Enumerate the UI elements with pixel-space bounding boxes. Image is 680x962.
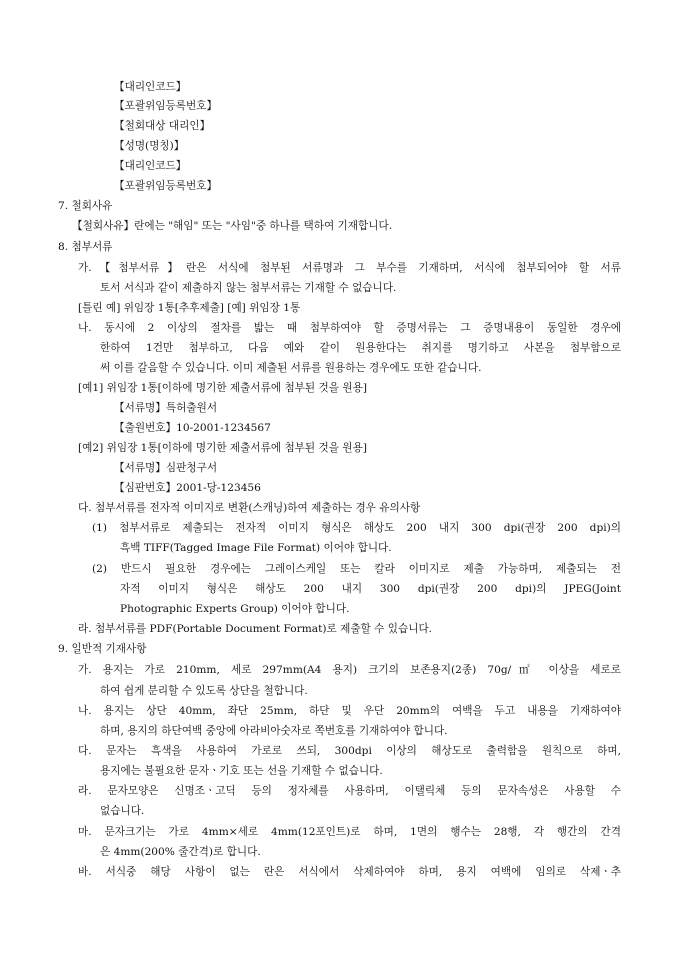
text-line: 나. 용지는 상단 40mm, 좌단 25mm, 하단 및 우단 20mm의 여백을 두고 내용을 기재하여야 <box>78 705 621 717</box>
text-line: 다. 문자는 흑색을 사용하여 가로로 쓰되, 300dpi 이상의 해상도로 출력함을 원칙으로 하며, <box>78 745 621 757</box>
text-line: 마. 문자크기는 가로 4mm×세로 4mm(12포인트)로 하며, 1면의 행수는 28행, 각 행간의 간격 <box>78 826 621 838</box>
text-line: 【포괄위임등록번호】 <box>114 180 218 192</box>
text-line: (1) 첨부서류로 제출되는 전자적 이미지 형식은 해상도 200 내지 300 dpi(권장 200 dpi)의 <box>92 522 621 534</box>
text-line: 【성명(명칭)】 <box>114 140 185 152</box>
text-line: 라. 첨부서류를 PDF(Portable Document Format)로 제출할 수 있습니다. <box>78 623 433 635</box>
text-line: 가. 용지는 가로 210mm, 세로 297mm(A4 용지) 크기의 보존용지(2종) 70g/㎡ 이상을 세로로 <box>78 664 621 676</box>
text-line: 하며, 용지의 하단여백 중앙에 아라비아숫자로 쪽번호를 기재하여야 합니다. <box>100 725 448 737</box>
text-line: 가.【첨부서류】란은 서식에 첨부된 서류명과 그 부수를 기재하며, 서식에 첨부되어야 할 서류 <box>78 262 621 274</box>
text-line: [예2] 위임장 1통[이하에 명기한 제출서류에 첨부된 것을 원용] <box>78 442 367 454</box>
text-line: Photographic Experts Group) 이어야 합니다. <box>120 603 350 615</box>
text-line: 다. 첨부서류를 전자적 이미지로 변환(스캐닝)하여 제출하는 경우 유의사항 <box>78 502 421 514</box>
text-line: 【철회대상 대리인】 <box>114 120 211 132</box>
text-line: 은 4mm(200% 줄간격)로 합니다. <box>100 846 261 858</box>
text-line: 【대리인코드】 <box>114 81 187 93</box>
text-line: 없습니다. <box>100 805 145 817</box>
text-line: [틀린 예] 위임장 1통[추후제출] [예] 위임장 1통 <box>78 302 301 314</box>
text-line: 【심판번호】2001-당-123456 <box>114 482 261 494</box>
section-heading: 8. 첨부서류 <box>58 241 113 253</box>
text-line: [예1] 위임장 1통[이하에 명기한 제출서류에 첨부된 것을 원용] <box>78 382 367 394</box>
text-line: 【대리인코드】 <box>114 160 187 172</box>
text-line: 한하여 1건만 첨부하고, 다음 예와 같이 원용한다는 취지를 명기하고 사본을 첨부함으로 <box>100 342 621 354</box>
text-line: 나. 동시에 2 이상의 절차를 밟는 때 첨부하여야 할 증명서류는 그 증명내용이 동일한 경우에 <box>78 322 621 334</box>
text-line: (2) 반드시 필요한 경우에는 그레이스케일 또는 칼라 이미지로 제출 가능하며, 제출되는 전 <box>92 563 621 575</box>
section-heading: 9. 일반적 기재사항 <box>58 643 147 655</box>
text-line: 【철회사유】란에는 "해임" 또는 "사임"중 하나를 택하여 기재합니다. <box>72 220 393 232</box>
text-line: 【포괄위임등록번호】 <box>114 100 218 112</box>
text-line: 바. 서식중 해당 사항이 없는 란은 서식에서 삭제하여야 하며, 용지 여백에 임의로 삭제ㆍ추 <box>78 866 621 878</box>
text-line: 용지에는 불필요한 문자ㆍ기호 또는 선을 기재할 수 없습니다. <box>100 765 383 777</box>
section-heading: 7. 철회사유 <box>58 200 113 212</box>
text-line: 라. 문자모양은 신명조ㆍ고딕 등의 정자체를 사용하며, 이탤릭체 등의 문자속성은 사용할 수 <box>78 785 621 797</box>
text-line: 【서류명】심판청구서 <box>114 462 218 474</box>
text-line: 토서 서식과 같이 제출하지 않는 첨부서류는 기재할 수 없습니다. <box>100 282 397 294</box>
text-line: 하여 쉽게 분리할 수 있도록 상단을 철합니다. <box>100 685 308 697</box>
text-line: 【출원번호】10-2001-1234567 <box>114 422 271 434</box>
text-line: 【서류명】특허출원서 <box>114 402 218 414</box>
text-line: 자적 이미지 형식은 해상도 200 내지 300 dpi(권장 200 dpi)의 JPEG(Joint <box>120 583 621 595</box>
text-line: 써 이를 갈음할 수 있습니다. 이미 제출된 서류를 원용하는 경우에도 또한 같습니다. <box>100 362 482 374</box>
text-line: 흑백 TIFF(Tagged Image File Format) 이어야 합니다. <box>120 542 392 554</box>
